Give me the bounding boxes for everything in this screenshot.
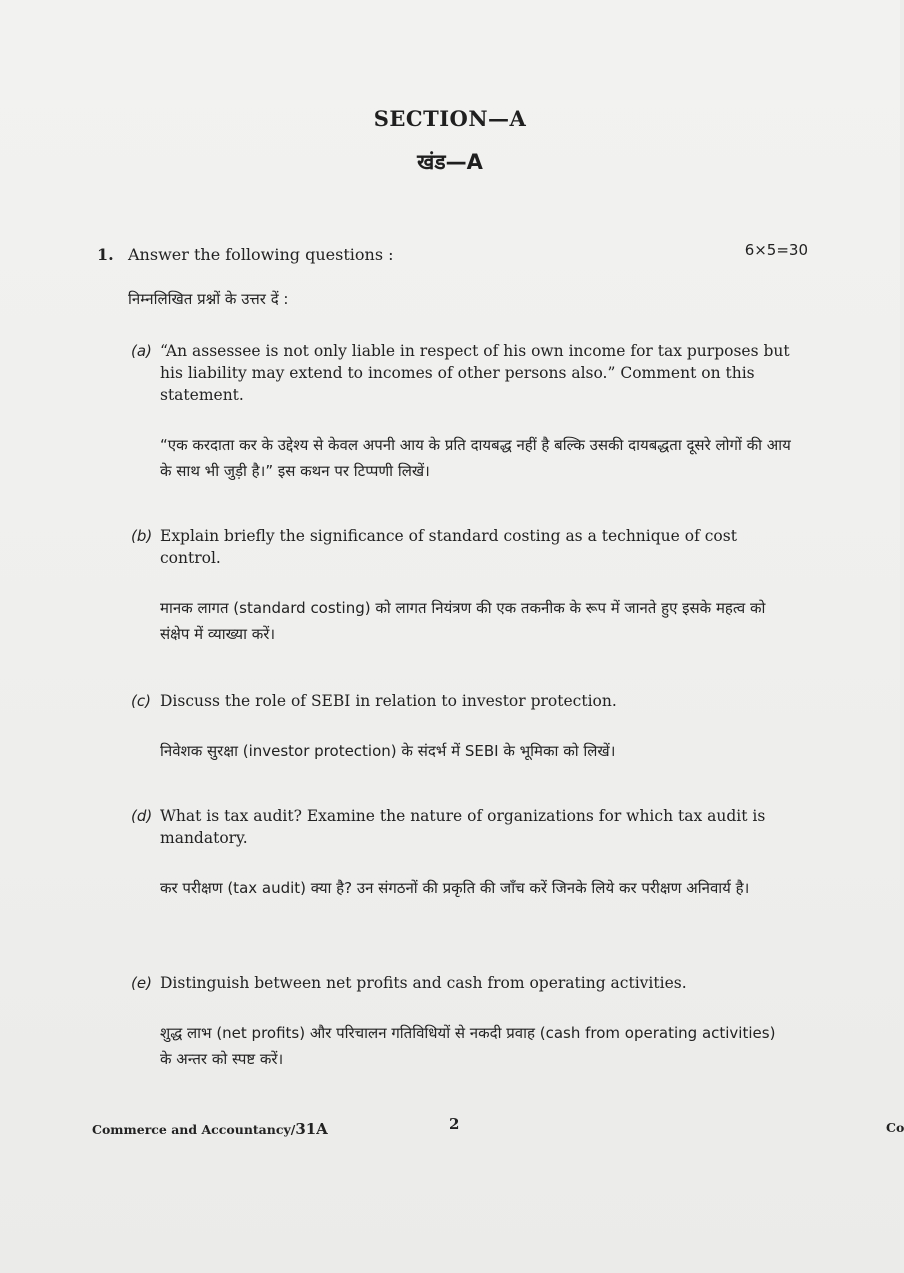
question-part-c bbox=[131, 690, 791, 764]
question-number: 1. bbox=[97, 245, 114, 264]
part-label: (b) bbox=[131, 527, 153, 545]
marks-allocation: 6×5=30 bbox=[744, 241, 808, 259]
footer-edge-text: Co bbox=[886, 1120, 904, 1135]
part-english bbox=[131, 525, 791, 569]
part-label: (d) bbox=[131, 807, 153, 825]
part-english bbox=[131, 340, 791, 406]
part-hindi: “एक करदाता कर के उद्देश्य से केवल अपनी आय के प्रति दायबद्ध नहीं है बल्कि उसकी दायबद्धता दूसरे लोगों की आय के साथ भी जुड़ी है।” इस कथन पर टिप्पणी लिखें। bbox=[160, 436, 791, 480]
part-hindi: कर परीक्षण (tax audit) क्या है? उन संगठनों की प्रकृति की जाँच करें जिनके लिये कर परीक्षण अनिवार्य है। bbox=[160, 879, 750, 897]
part-english-text: Distinguish between net profits and cash from operating activities. bbox=[160, 974, 687, 992]
part-english-text: What is tax audit? Examine the nature of organizations for which tax audit is mandatory. bbox=[160, 807, 766, 847]
question-part-a bbox=[131, 340, 791, 484]
part-english-text: Explain briefly the significance of standard costing as a technique of cost control. bbox=[160, 527, 737, 567]
page-number: 2 bbox=[449, 1115, 460, 1133]
footer-paper-code: 31A bbox=[295, 1120, 328, 1138]
section-title-hindi: खंड—A bbox=[417, 150, 483, 174]
part-label: (c) bbox=[131, 692, 151, 710]
part-label: (e) bbox=[131, 974, 152, 992]
part-label: (a) bbox=[131, 342, 152, 360]
question-part-e bbox=[131, 972, 791, 1072]
section-title: SECTION—A bbox=[373, 106, 527, 131]
part-english bbox=[131, 690, 791, 712]
part-hindi: निवेशक सुरक्षा (investor protection) के संदर्भ में SEBI के भूमिका को लिखें। bbox=[160, 742, 616, 760]
question-text: Answer the following questions : bbox=[128, 245, 394, 264]
question-part-d bbox=[131, 805, 791, 901]
question-text-hindi: निम्नलिखित प्रश्नों के उत्तर दें : bbox=[128, 290, 289, 308]
question-part-b bbox=[131, 525, 791, 647]
part-hindi: मानक लागत (standard costing) को लागत नियंत्रण की एक तकनीक के रूप में जानते हुए इसके महत्व को संक्षेप में व्याख्या करें। bbox=[160, 599, 766, 643]
part-english-text: Discuss the role of SEBI in relation to investor protection. bbox=[160, 692, 617, 710]
part-english-text: “An assessee is not only liable in respect of his own income for tax purposes but his liability may extend to incomes of other persons also.” Comment on this statement. bbox=[160, 342, 790, 404]
part-english bbox=[131, 805, 791, 849]
part-hindi: शुद्ध लाभ (net profits) और परिचालन गतिविधियों से नकदी प्रवाह (cash from operating activities) के अन्तर को स्पष्ट करें। bbox=[160, 1024, 776, 1068]
footer-subject-text: Commerce and Accountancy/ bbox=[92, 1122, 296, 1137]
footer-subject bbox=[92, 1120, 328, 1138]
part-english bbox=[131, 972, 791, 994]
